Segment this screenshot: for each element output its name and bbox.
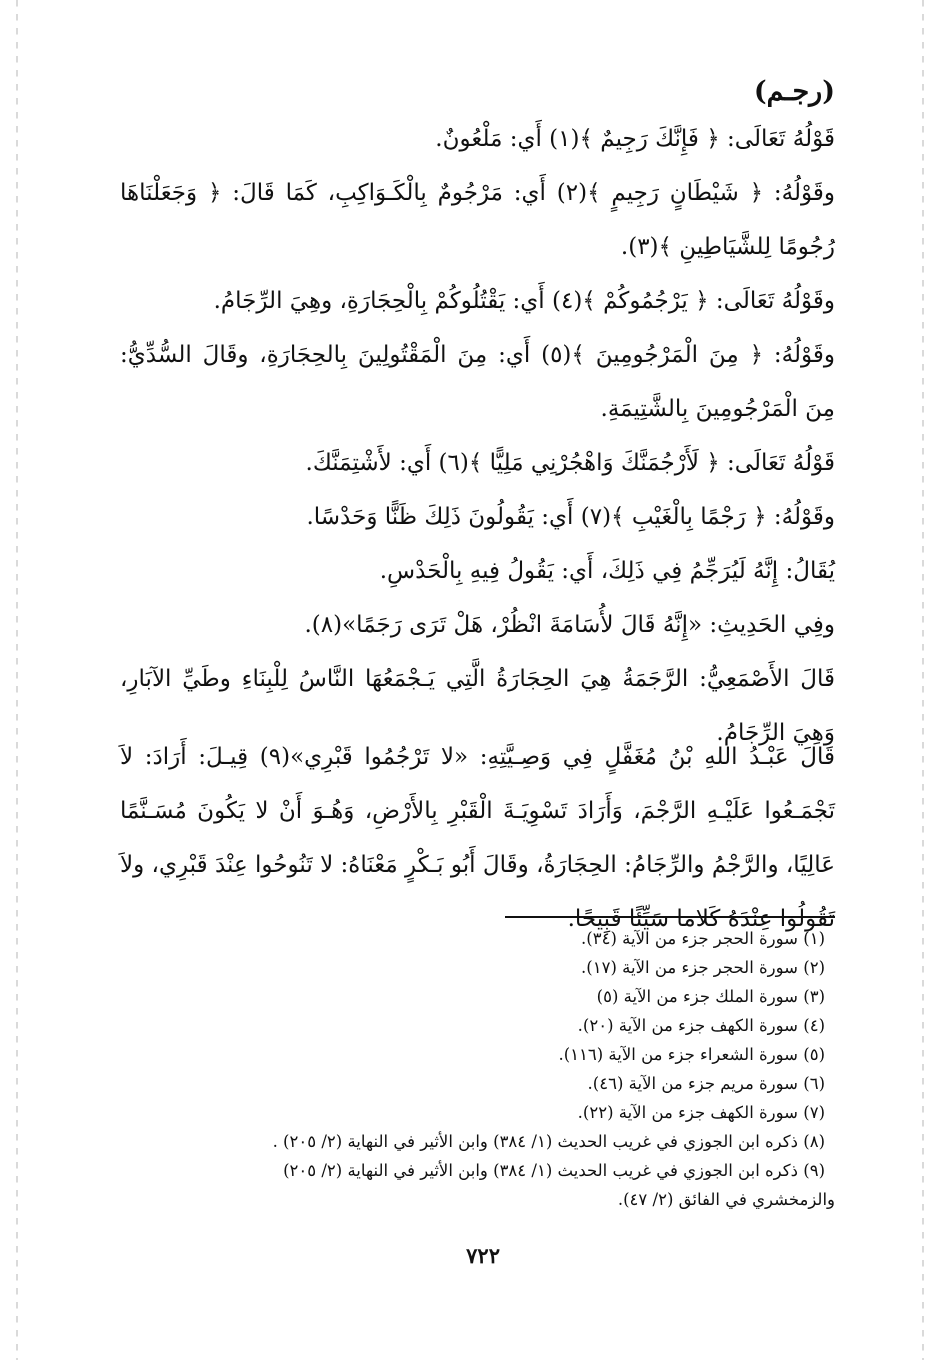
footnote-8: (٨) ذكره ابن الجوزي في غريب الحديث (١/ ٣٨٤) وابن الأثير في النهاية (٢/ ٢٠٥) . — [272, 1132, 825, 1151]
footnote-7: (٧) سورة الكهف جزء من الآية (٢٢). — [577, 1103, 825, 1122]
footnote-1: (١) سورة الحجر جزء من الآية (٣٤). — [581, 929, 825, 948]
page-number: ٧٢٢ — [466, 1243, 500, 1268]
paragraph-3: وقَوْلُهُ تَعَالَى: ﴿ يَرْجُمُوكُمْ ﴾(٤) أَي: يَقْتُلُوكُمْ بِالْحِجَارَةِ، وهِيَ الرِّجَامُ. — [213, 288, 835, 314]
paragraph-4: وقَوْلُهُ: ﴿ مِنَ الْمَرْجُومِينَ ﴾(٥) أَي: مِنَ الْمَقْتُولِينَ بِالحِجَارَةِ، وقَالَ السُّدِّيُّ: مِنَ الْمَرْجُومِينَ بِالشَّتِيمَةِ. — [120, 342, 835, 422]
paragraph-5: قَوْلُهُ تَعَالَى: ﴿ لَأَرْجُمَنَّكَ وَاهْجُرْنِي مَلِيًّا ﴾(٦) أَي: لأَشْتِمَنَّكَ. — [305, 450, 835, 476]
book-page — [120, 60, 835, 1340]
scan-margin-right — [922, 0, 924, 1360]
footnote-9: (٩) ذكره ابن الجوزي في غريب الحديث (١/ ٣٨٤) وابن الأثير في النهاية (٢/ ٢٠٥) — [283, 1161, 825, 1180]
entry-heading: (رجـم) — [753, 76, 835, 107]
paragraph-6: وقَوْلُهُ: ﴿ رَجْمًا بِالْغَيْبِ ﴾(٧) أَي: يَقُولُونَ ذَلِكَ ظَنًّا وَحَدْسًا. — [306, 504, 835, 530]
paragraph-9: قَالَ الأَصْمَعِيُّ: الرَّجَمَةُ هِيَ الحِجَارَةُ الَّتِي يَـجْمَعُهَا النَّاسُ لِلْبِنَاءِ وطَيِّ الآبَارِ، وَهِيَ الرِّجَامُ. — [120, 666, 835, 746]
paragraph-7: يُقَالُ: إِنَّهُ لَيُرَجِّمُ فِي ذَلِكَ، أَي: يَقُولُ فِيهِ بِالْحَدْسِ. — [379, 558, 835, 584]
footnote-2: (٢) سورة الحجر جزء من الآية (١٧). — [581, 958, 825, 977]
footnote-9-continued: والزمخشري في الفائق (٢/ ٤٧). — [617, 1190, 835, 1209]
footnote-separator — [505, 916, 835, 918]
paragraph-1: قَوْلُهُ تَعَالَى: ﴿ فَإِنَّكَ رَجِيمٌ ﴾(١) أَي: مَلْعُونٌ. — [435, 126, 835, 152]
paragraph-10: قَالَ عَبْـدُ اللهِ بْنُ مُغَفَّلٍ فِي وَصِـيَّتِهِ: «لا تَرْجُمُوا قَبْرِي»(٩) قِيـلَ: أَرَادَ: لاَ تَجْمَـعُوا عَلَيْـهِ الرَّجْمَ، وَأَرَادَ تَسْوِيَـةَ الْقَبْرِ بِالأَرْضِ، وَهُـوَ أَنْ لا يَكُونَ مُسَـنَّمًا عَالِيًا، والرَّجْمُ والرِّجَامُ: الحِجَارَةُ، وقَالَ أَبُو بَـكْرٍ مَعْنَاهُ: لا تَنُوحُوا عِنْدَ قَبْرِي، ولاَ تَقُولُوا عِنْدَهُ كَلاما سَيِّئًا قَبِيحًا. — [120, 744, 835, 932]
footnote-4: (٤) سورة الكهف جزء من الآية (٢٠). — [577, 1016, 825, 1035]
footnote-5: (٥) سورة الشعراء جزء من الآية (١١٦). — [558, 1045, 825, 1064]
footnote-6: (٦) سورة مريم جزء من الآية (٤٦). — [587, 1074, 825, 1093]
paragraph-2: وقَوْلُهُ: ﴿ شَيْطَانٍ رَجِيمٍ ﴾(٢) أَي: مَرْجُومٌ بِالْكَـوَاكِبِ، كَمَا قَالَ: ﴿ وَجَعَلْنَاهَا رُجُومًا لِلشَّيَاطِينِ ﴾(٣). — [120, 180, 835, 260]
scan-margin-left — [16, 0, 18, 1360]
paragraph-8: وفِي الحَدِيثِ: «إِنَّهُ قَالَ لأُسَامَةَ انْظُرْ، هَلْ تَرَى رَجَمًا»(٨). — [304, 612, 835, 638]
footnote-3: (٣) سورة الملك جزء من الآية (٥) — [596, 987, 825, 1006]
